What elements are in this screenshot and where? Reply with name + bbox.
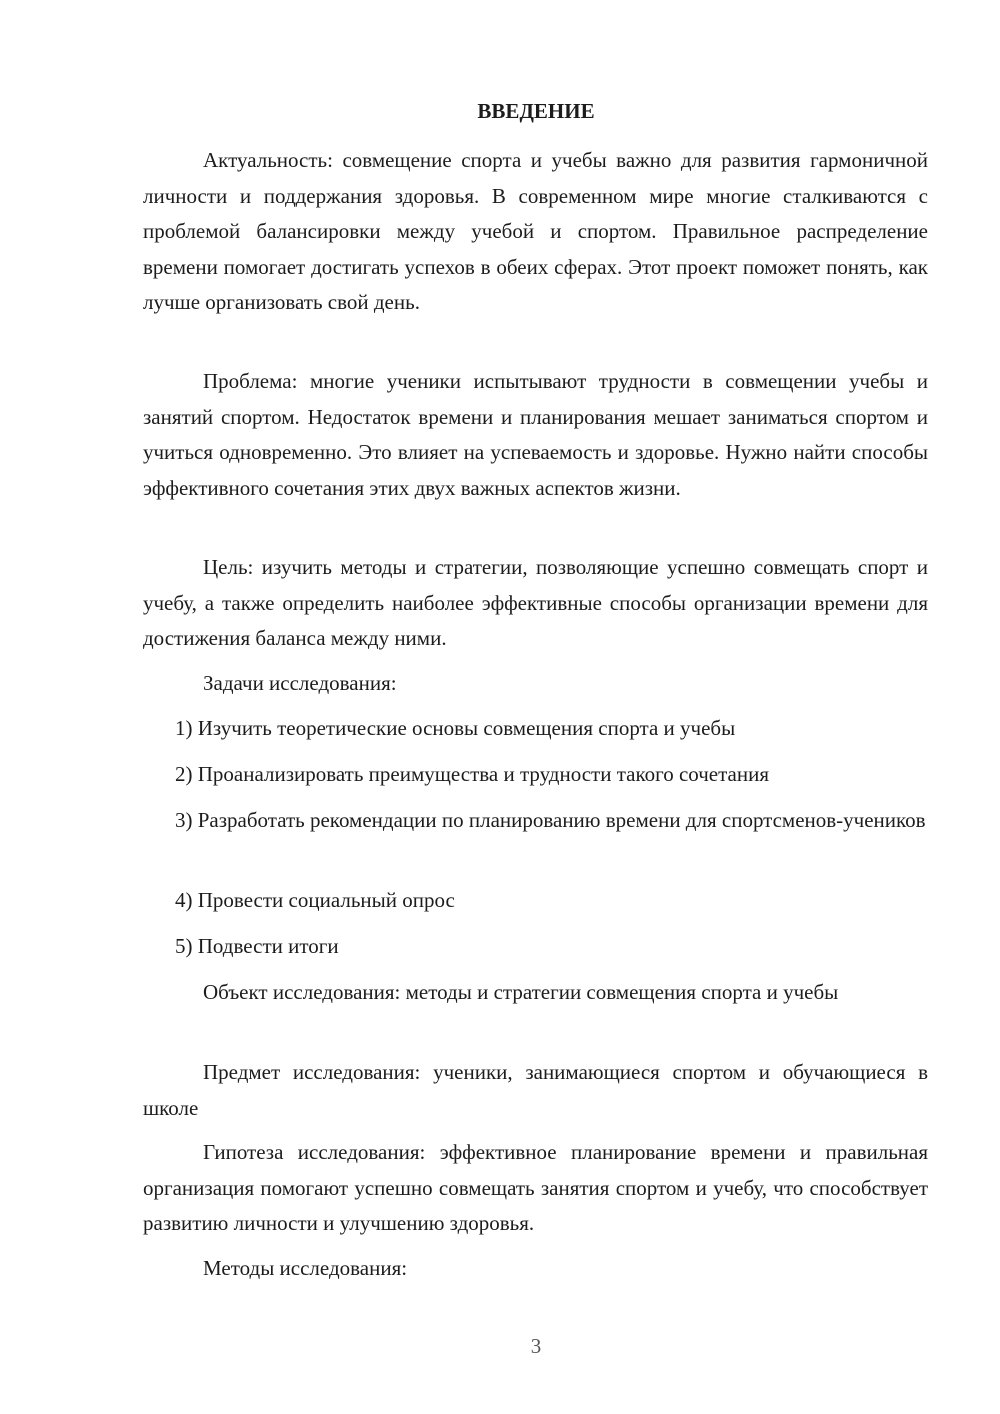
paragraph-relevance: Актуальность: совмещение спорта и учебы важно для развития гармоничной личности и поддержания здоровья. В современном мире многие сталкиваются с проблемой балансировки между учебой и спортом. Правильное распределение времени помогает достигать успехов в обеих сферах. Этот проект поможет понять, как лучше организовать свой день. (143, 148, 928, 314)
task-item: 2) Проанализировать преимущества и трудности такого сочетания (175, 762, 769, 786)
paragraph-hypothesis: Гипотеза исследования: эффективное планирование времени и правильная организация помогают успешно совмещать занятия спортом и учебу, что способствует развитию личности и улучшению здоровья. (143, 1140, 928, 1235)
paragraph-subject: Предмет исследования: ученики, занимающиеся спортом и обучающиеся в школе (143, 1060, 928, 1120)
section-heading: ВВЕДЕНИЕ (477, 99, 595, 123)
task-item: 4) Провести социальный опрос (175, 888, 455, 912)
tasks-heading: Задачи исследования: (203, 671, 397, 695)
page-number: 3 (530, 1334, 542, 1358)
methods-heading: Методы исследования: (203, 1256, 408, 1280)
paragraph-problem: Проблема: многие ученики испытывают трудности в совмещении учебы и занятий спортом. Недостаток времени и планирования мешает заниматься спортом и учиться одновременно. Это влияет на успеваемость и здоровье. Нужно найти способы эффективного сочетания этих двух важных аспектов жизни. (143, 369, 928, 500)
task-item: 5) Подвести итоги (175, 934, 339, 958)
paragraph-goal: Цель: изучить методы и стратегии, позволяющие успешно совмещать спорт и учебу, а также определить наиболее эффективные способы организации времени для достижения баланса между ними. (143, 555, 928, 650)
task-item: 1) Изучить теоретические основы совмещения спорта и учебы (175, 716, 736, 740)
paragraph-object: Объект исследования: методы и стратегии совмещения спорта и учебы (203, 980, 839, 1004)
task-item: 3) Разработать рекомендации по планированию времени для спортсменов-учеников (175, 808, 926, 832)
